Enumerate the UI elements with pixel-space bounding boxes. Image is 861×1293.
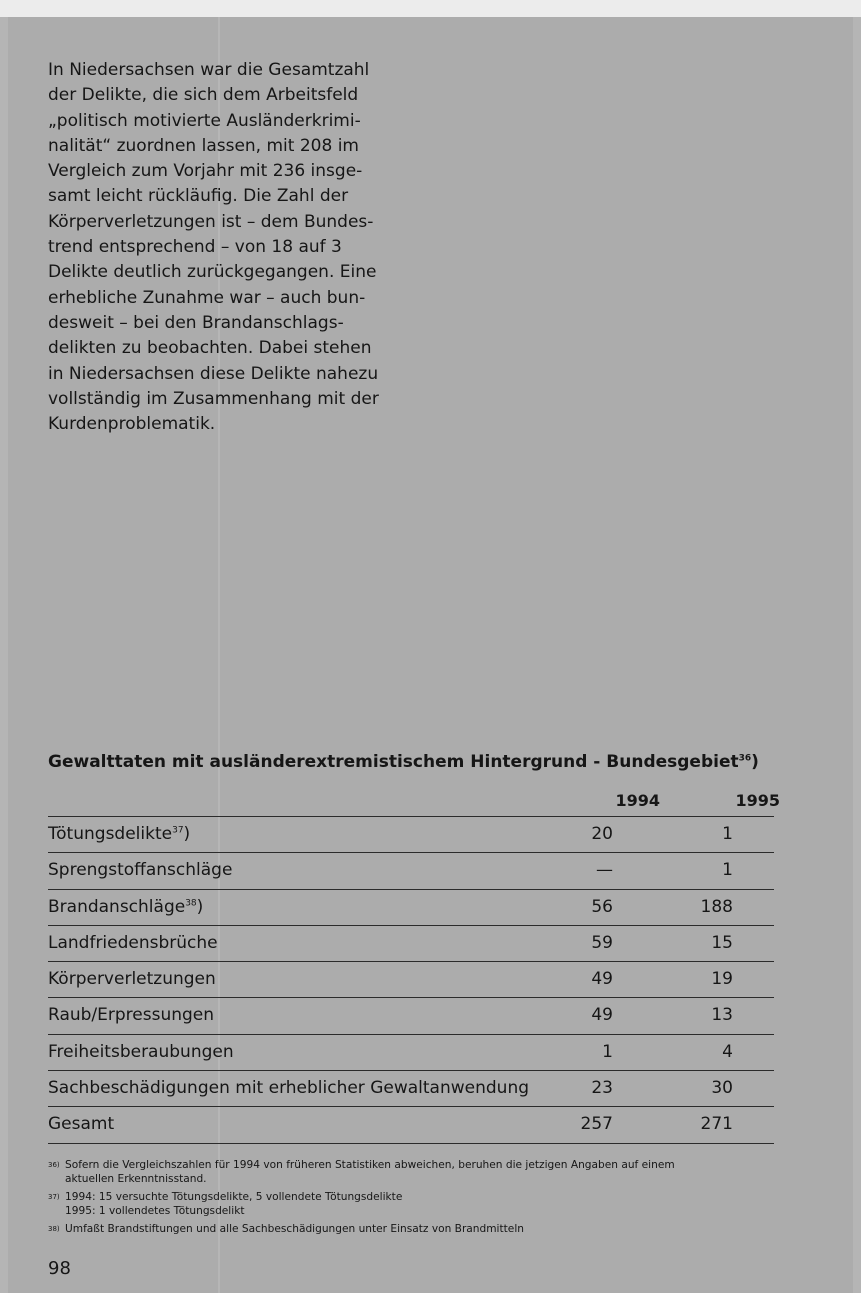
row-label [48,897,203,917]
row-label [48,1114,114,1134]
row-label-text: Sachbeschädigungen mit erheblicher Gewaltanwendung [48,1078,530,1099]
value-1994: 49 [591,969,613,990]
row-footnote-ref: 37 [172,825,184,836]
body-line: trend entsprechend – von 18 auf 3 [48,237,342,258]
row-footnote-ref: 38 [185,897,197,908]
row-label-text: Brandanschläge [48,896,186,917]
row-label-text: Gesamt [48,1114,115,1135]
body-line: samt leicht rückläufig. Die Zahl der [48,186,349,207]
table-row [48,1071,774,1107]
value-1994: 20 [591,824,613,844]
footnote-line: 1995: 1 vollendetes Tötungsdelikt [65,1205,245,1217]
row-label-text: Sprengstoffanschläge [48,860,233,881]
value-1994: 56 [591,896,613,917]
body-line: nalität“ zuordnen lassen, mit 208 im [48,135,359,156]
page-number: 98 [48,1258,71,1279]
value-1995: 1 [722,860,733,881]
row-label [48,860,232,880]
row-label-text: Landfriedensbrüche [48,932,218,953]
body-line: vollständig im Zusammenhang mit der [48,388,379,409]
table-title-paren: ) [751,752,759,772]
row-label-text: Körperverletzungen [48,969,216,990]
body-line: desweit – bei den Brandanschlags- [48,312,344,333]
footnote-36 [48,1158,778,1186]
footnote-mark: 37) [48,1193,60,1201]
table-row [48,962,774,998]
footnote-38 [48,1222,778,1236]
row-label [48,824,190,844]
table-title-footnote-ref: 36 [738,753,752,764]
body-line: der Delikte, die sich dem Arbeitsfeld [48,85,359,106]
value-1995: 19 [711,969,733,990]
value-1994: — [596,860,613,881]
value-1995: 13 [711,1005,733,1026]
body-paragraph [48,58,408,437]
column-header-1994: 1994 [615,791,660,810]
table-body [48,817,774,1144]
value-1995: 4 [722,1041,733,1062]
value-1995: 1 [722,824,733,844]
value-1994: 257 [580,1114,613,1135]
value-1995: 15 [711,932,733,953]
footnote-line: 1994: 15 versuchte Tötungsdelikte, 5 vollendete Tötungsdelikte [65,1191,403,1203]
table-title-text: Gewalttaten mit ausländerextremistischem Hintergrund - Bundesgebiet [48,752,739,772]
body-line: Vergleich zum Vorjahr mit 236 insge- [48,161,363,182]
body-line: In Niedersachsen war die Gesamtzahl [48,60,370,80]
value-1995: 271 [700,1114,733,1135]
footnote-line: Sofern die Vergleichszahlen für 1994 von früheren Statistiken abweichen, beruhen die jetzigen Angaben auf einem [65,1159,675,1171]
row-label-text: Tötungsdelikte [48,824,173,844]
value-1994: 23 [591,1078,613,1099]
footnote-37 [48,1190,778,1218]
table-row [48,1107,774,1143]
row-label [48,933,218,953]
body-line: Delikte deutlich zurückgegangen. Eine [48,262,377,283]
scan-top-margin [0,0,861,17]
row-footnote-paren: ) [183,824,191,844]
value-1994: 49 [591,1005,613,1026]
body-line: Kurdenproblematik. [48,414,216,435]
body-line: erhebliche Zunahme war – auch bun- [48,287,366,308]
value-1994: 59 [591,932,613,953]
body-line: „politisch motivierte Ausländerkrimi- [48,110,361,131]
row-footnote-paren: ) [196,896,204,917]
table-row [48,890,774,926]
violence-statistics-table [48,782,780,1144]
row-label [48,1005,214,1025]
row-label [48,1042,234,1062]
table-row [48,998,774,1034]
row-label-text: Freiheitsberaubungen [48,1041,234,1062]
footnotes [48,1158,778,1240]
table-row [48,1035,774,1071]
table-title [48,752,759,772]
body-line: delikten zu beobachten. Dabei stehen [48,338,372,359]
column-header-1995: 1995 [735,791,780,810]
footnote-mark: 38) [48,1225,60,1233]
footnote-line: Umfaßt Brandstiftungen und alle Sachbeschädigungen unter Einsatz von Brandmitteln [65,1223,524,1235]
body-line: in Niedersachsen diese Delikte nahezu [48,363,379,384]
footnote-mark: 36) [48,1161,60,1169]
table-row [48,926,774,962]
body-line: Körperverletzungen ist – dem Bundes- [48,211,374,232]
table-row [48,817,774,853]
value-1995: 30 [711,1078,733,1099]
row-label [48,1078,529,1098]
row-label [48,969,216,989]
row-label-text: Raub/Erpressungen [48,1005,215,1026]
footnote-line: aktuellen Erkenntnisstand. [65,1173,207,1185]
table-row [48,853,774,889]
value-1995: 188 [700,896,733,917]
table-header-row [48,782,780,817]
value-1994: 1 [602,1041,613,1062]
